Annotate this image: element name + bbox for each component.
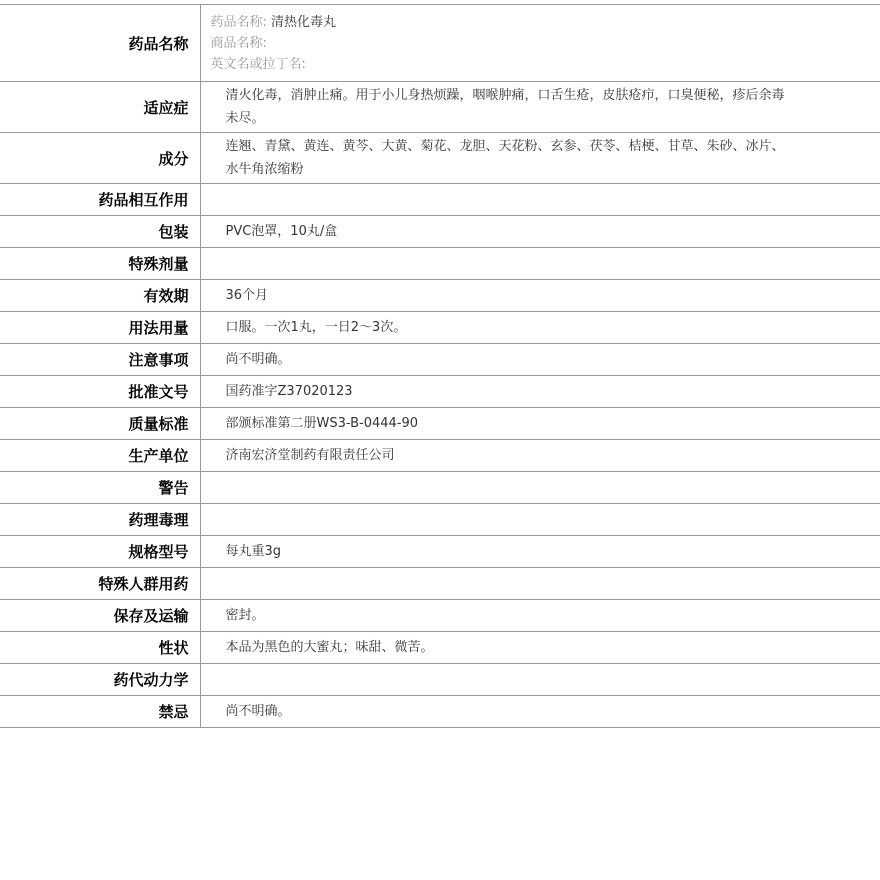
row-label: 药代动力学 <box>0 664 200 696</box>
row-label: 质量标准 <box>0 408 200 440</box>
drug-spec-table <box>0 4 880 728</box>
row-label: 适应症 <box>0 82 200 133</box>
row-value <box>200 184 880 216</box>
row-label: 药理毒理 <box>0 504 200 536</box>
row-value: 国药准字Z37020123 <box>200 376 880 408</box>
row-value: 每丸重3g <box>200 536 880 568</box>
row-label: 成分 <box>0 133 200 184</box>
row-value: 连翘、青黛、黄连、黄芩、大黄、菊花、龙胆、天花粉、玄参、茯苓、桔梗、甘草、朱砂、冰片、水牛角浓缩粉 <box>200 133 880 184</box>
row-shelf-life <box>0 280 880 312</box>
row-value: 密封。 <box>200 600 880 632</box>
row-value: 口服。一次1丸，一日2～3次。 <box>200 312 880 344</box>
row-quality-standard <box>0 408 880 440</box>
row-value: 36个月 <box>200 280 880 312</box>
trade-name-line <box>211 33 791 54</box>
row-specification <box>0 536 880 568</box>
row-ingredients <box>0 133 880 184</box>
trade-name-key: 商品名称: <box>210 35 267 51</box>
row-label: 药品名称 <box>0 5 200 82</box>
row-value: 清火化毒，消肿止痛。用于小儿身热烦躁，咽喉肿痛，口舌生疮，皮肤疮疖，口臭便秘，疹后余毒未尽。 <box>200 82 880 133</box>
row-indications <box>0 82 880 133</box>
row-label: 特殊剂量 <box>0 248 200 280</box>
row-value <box>200 248 880 280</box>
row-contraindications <box>0 696 880 728</box>
row-label: 生产单位 <box>0 440 200 472</box>
row-warning <box>0 472 880 504</box>
row-value: PVC泡罩，10丸/盒 <box>200 216 880 248</box>
row-value <box>200 472 880 504</box>
row-approval-number <box>0 376 880 408</box>
row-label: 包装 <box>0 216 200 248</box>
row-drug-name <box>0 5 880 82</box>
row-label: 规格型号 <box>0 536 200 568</box>
row-value: 部颁标准第二册WS3-B-0444-90 <box>200 408 880 440</box>
row-manufacturer <box>0 440 880 472</box>
row-appearance <box>0 632 880 664</box>
row-pharmacokinetics <box>0 664 880 696</box>
row-special-populations <box>0 568 880 600</box>
drug-name-cell <box>200 5 880 82</box>
row-interactions <box>0 184 880 216</box>
row-label: 特殊人群用药 <box>0 568 200 600</box>
row-dosage <box>0 312 880 344</box>
row-storage <box>0 600 880 632</box>
row-special-dosage <box>0 248 880 280</box>
row-value <box>200 568 880 600</box>
english-name-line <box>211 54 791 75</box>
row-value <box>200 664 880 696</box>
row-packaging <box>0 216 880 248</box>
row-label: 注意事项 <box>0 344 200 376</box>
row-label: 批准文号 <box>0 376 200 408</box>
row-pharmacology <box>0 504 880 536</box>
generic-name-line <box>211 12 791 33</box>
row-label: 警告 <box>0 472 200 504</box>
row-value: 尚不明确。 <box>200 696 880 728</box>
row-value: 本品为黑色的大蜜丸；味甜、微苦。 <box>200 632 880 664</box>
row-label: 保存及运输 <box>0 600 200 632</box>
english-name-key: 英文名或拉丁名: <box>210 56 306 72</box>
row-label: 有效期 <box>0 280 200 312</box>
generic-name-value: 清热化毒丸 <box>271 14 337 30</box>
row-label: 用法用量 <box>0 312 200 344</box>
row-precautions <box>0 344 880 376</box>
row-label: 药品相互作用 <box>0 184 200 216</box>
row-value: 济南宏济堂制药有限责任公司 <box>200 440 880 472</box>
row-value <box>200 504 880 536</box>
generic-name-key: 药品名称: <box>210 14 267 30</box>
row-label: 禁忌 <box>0 696 200 728</box>
row-label: 性状 <box>0 632 200 664</box>
row-value: 尚不明确。 <box>200 344 880 376</box>
